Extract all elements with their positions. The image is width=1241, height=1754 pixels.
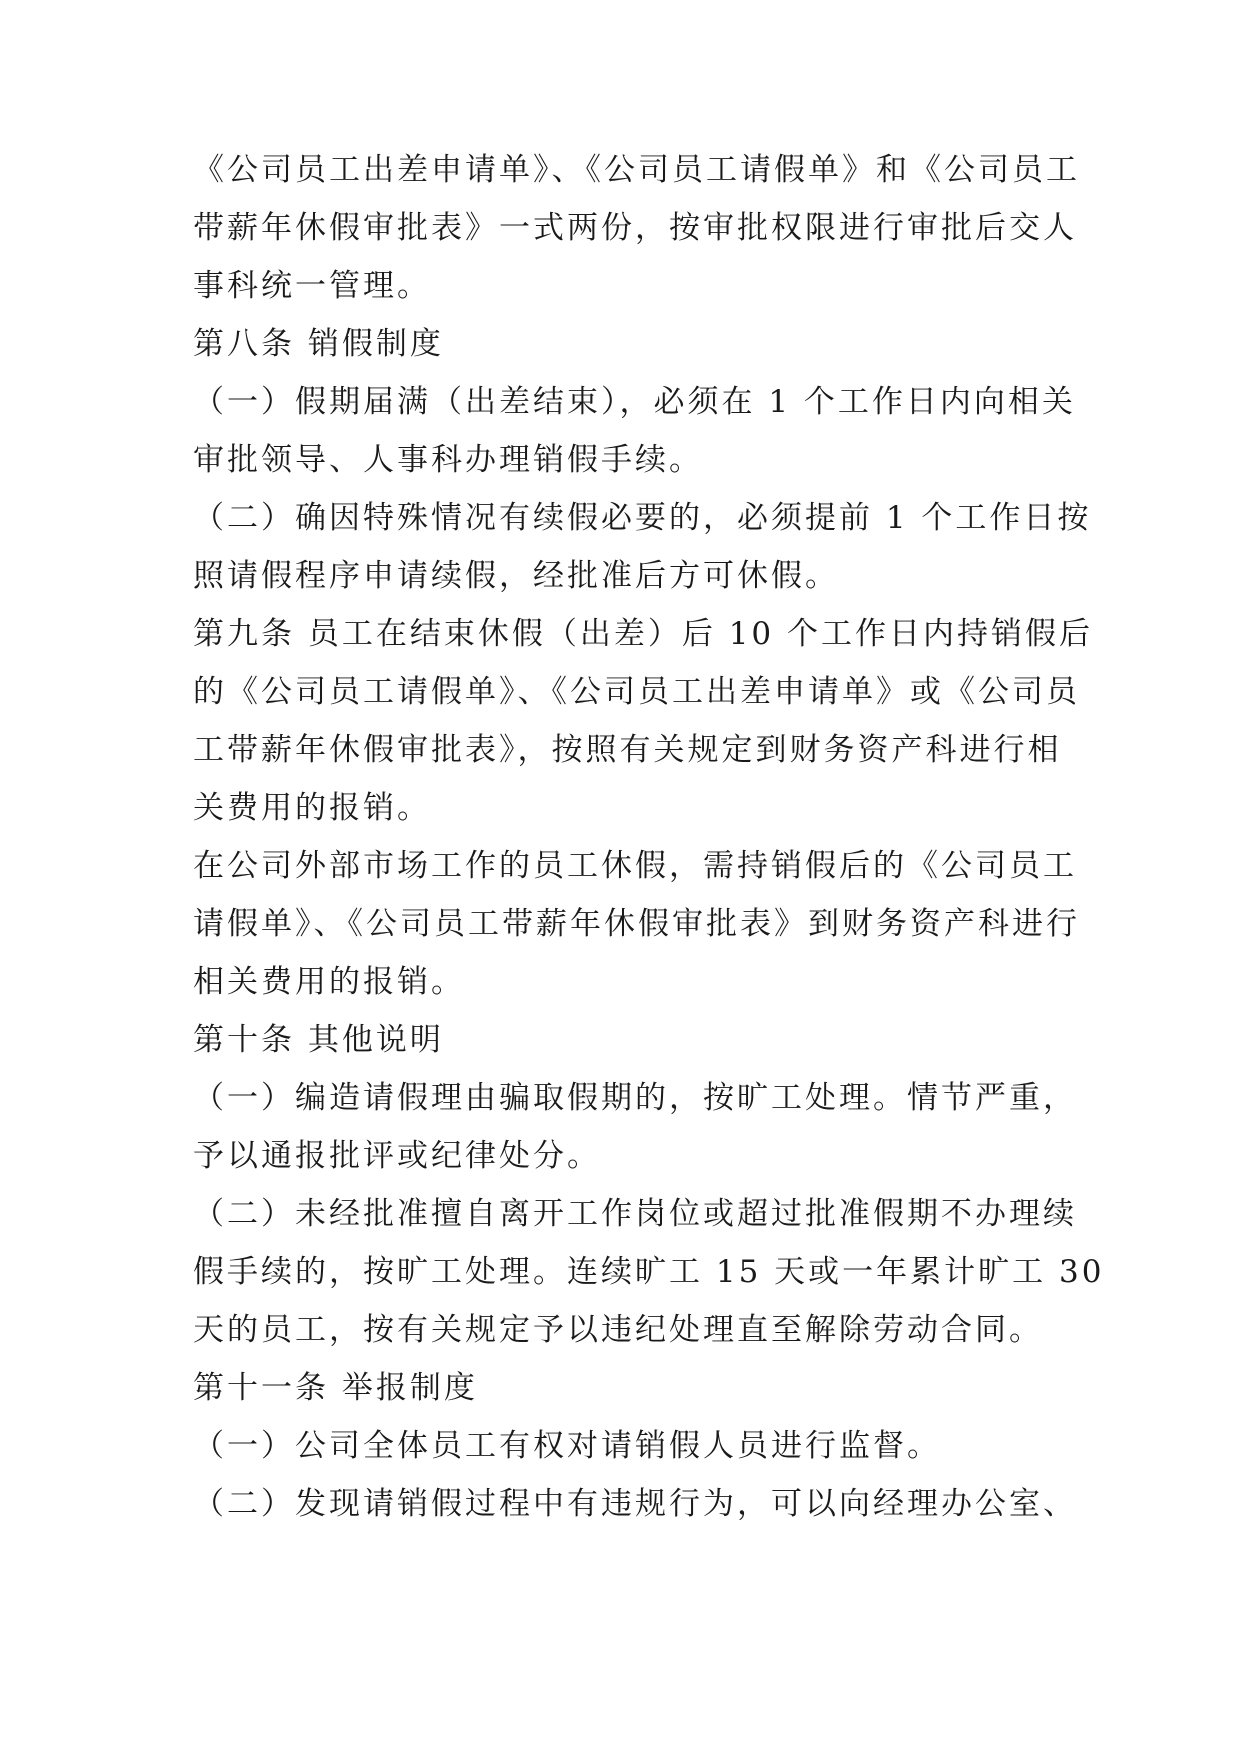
- section-heading-10: 第十条 其他说明: [193, 1022, 444, 1058]
- text-line: 关费用的报销。: [193, 790, 431, 826]
- text-line: 相关费用的报销。: [193, 964, 465, 1000]
- section-heading-8: 第八条 销假制度: [193, 326, 444, 362]
- text-line: （一）公司全体员工有权对请销假人员进行监督。: [193, 1428, 941, 1464]
- section-heading-11: 第十一条 举报制度: [193, 1370, 478, 1406]
- text-line: 予以通报批评或纪律处分。: [193, 1138, 601, 1174]
- text-line: 审批领导、人事科办理销假手续。: [193, 442, 703, 478]
- text-line: 天的员工，按有关规定予以违纪处理直至解除劳动合同。: [193, 1312, 1043, 1348]
- text-line: 事科统一管理。: [193, 268, 431, 304]
- text-line: 假手续的，按旷工处理。连续旷工 15 天或一年累计旷工 30: [193, 1254, 1105, 1290]
- section-heading-9: 第九条 员工在结束休假（出差）后 10 个工作日内持销假后: [193, 616, 1094, 652]
- text-line: 带薪年休假审批表》一式两份，按审批权限进行审批后交人: [193, 210, 1077, 246]
- text-line: 工带薪年休假审批表》，按照有关规定到财务资产科进行相: [193, 732, 1062, 768]
- text-line: 照请假程序申请续假，经批准后方可休假。: [193, 558, 839, 594]
- text-line: （二）确因特殊情况有续假必要的，必须提前 1 个工作日按: [193, 500, 1092, 536]
- text-line: 在公司外部市场工作的员工休假，需持销假后的《公司员工: [193, 848, 1077, 884]
- text-line: 的《公司员工请假单》、《公司员工出差申请单》或《公司员: [193, 674, 1080, 710]
- text-line: （一）假期届满（出差结束），必须在 1 个工作日内向相关: [193, 384, 1076, 420]
- text-line: （二）发现请销假过程中有违规行为，可以向经理办公室、: [193, 1486, 1077, 1522]
- text-line: （一）编造请假理由骗取假期的，按旷工处理。情节严重，: [193, 1080, 1077, 1116]
- text-line: 请假单》、《公司员工带薪年休假审批表》到财务资产科进行: [193, 906, 1080, 942]
- text-line: 《公司员工出差申请单》、《公司员工请假单》和《公司员工: [193, 152, 1080, 188]
- text-line: （二）未经批准擅自离开工作岗位或超过批准假期不办理续: [193, 1196, 1077, 1232]
